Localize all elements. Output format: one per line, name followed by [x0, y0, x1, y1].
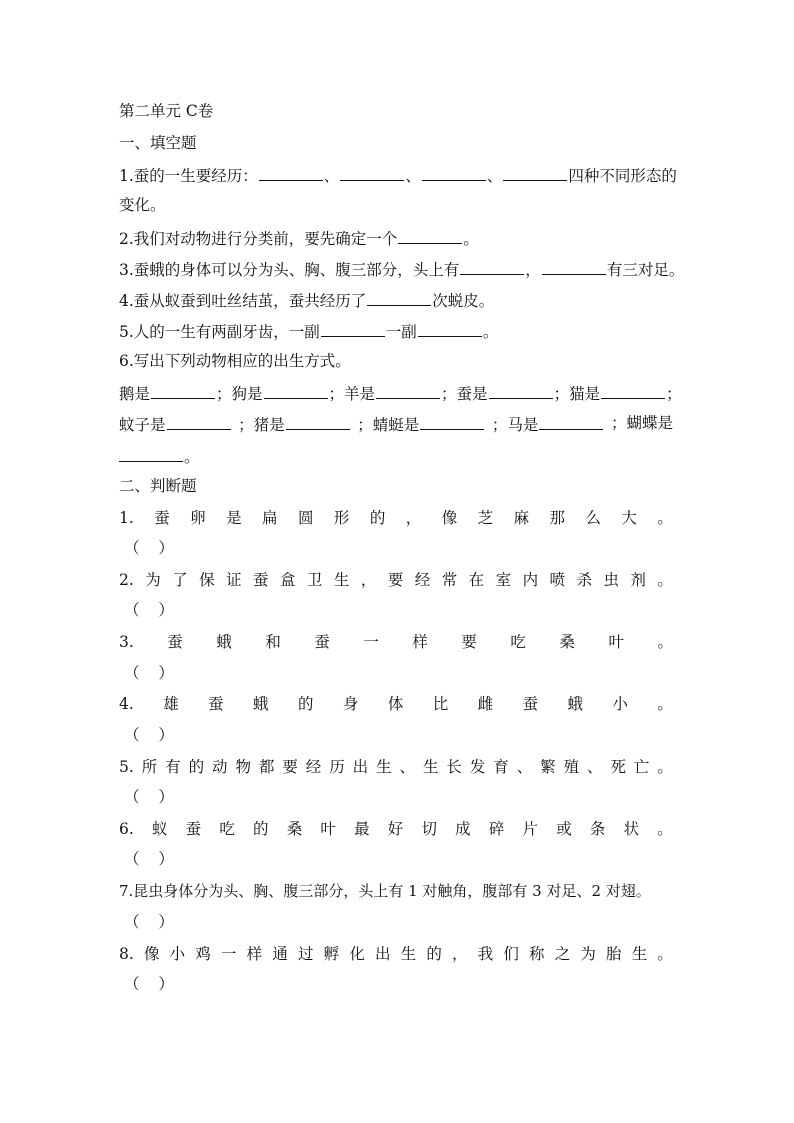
- question-text-glyph: 死: [610, 758, 626, 776]
- question-text-glyph: 为: [145, 571, 161, 589]
- answer-parentheses[interactable]: （ ）: [124, 850, 174, 868]
- question-text-glyph: 生: [333, 571, 350, 589]
- question-text-glyph: 卵: [190, 509, 206, 527]
- question-text-glyph: 要: [387, 571, 404, 589]
- answer-parentheses[interactable]: （ ）: [124, 913, 174, 931]
- answer-blank[interactable]: [420, 413, 484, 430]
- question-text-glyph: 了: [172, 571, 188, 589]
- question-text-glyph: 蚕: [314, 633, 330, 651]
- question-text-glyph: 发: [469, 758, 486, 776]
- question-text-glyph: 内: [522, 571, 539, 589]
- question-text-glyph: [492, 413, 605, 435]
- question-text: 。: [463, 230, 479, 248]
- question-text-glyph: 。: [657, 945, 673, 963]
- answer-blank[interactable]: [286, 413, 350, 430]
- question-text: ；猫是: [553, 385, 601, 403]
- question-text-glyph: 的: [297, 695, 314, 713]
- answer-blank[interactable]: [503, 164, 567, 181]
- question-text-glyph: 片: [522, 820, 539, 838]
- question-text-glyph: [238, 413, 351, 435]
- question-text-glyph: 剂: [630, 571, 646, 589]
- question-text-glyph: 雄: [163, 695, 179, 713]
- question-text-glyph: 蛾: [216, 633, 232, 651]
- question-text-glyph: 吃: [219, 820, 235, 838]
- answer-blank[interactable]: [167, 413, 231, 430]
- question-text-glyph: 生: [631, 945, 648, 963]
- question-text-glyph: 称: [529, 945, 545, 963]
- question-text-glyph: 切: [421, 820, 437, 838]
- question-text-glyph: [329, 382, 442, 404]
- question-text-glyph: 是: [226, 509, 242, 527]
- unit-title: 第二单元 C卷: [119, 102, 214, 120]
- question-text-glyph: 蛾: [253, 695, 269, 713]
- question-text-glyph: 都: [258, 758, 275, 776]
- question-text-glyph: 喷: [549, 571, 566, 589]
- section-fill-blank-heading: 一、填空题: [119, 134, 197, 152]
- question-text-glyph: 、: [587, 758, 603, 776]
- answer-parentheses[interactable]: （ ）: [124, 975, 174, 993]
- question-text-glyph: 长: [446, 758, 462, 776]
- question-text-glyph: 5.: [119, 758, 134, 776]
- question-text-glyph: 蛾: [567, 695, 584, 713]
- question-text-glyph: 圆: [297, 509, 314, 527]
- question-text-glyph: 4.: [119, 695, 134, 713]
- question-text-glyph: ；蝴蝶是: [610, 414, 673, 432]
- question-text-glyph: 过: [297, 945, 314, 963]
- question-text-glyph: 身: [342, 695, 359, 713]
- question-text-glyph: 要: [461, 633, 477, 651]
- question-text-glyph: 为: [580, 945, 596, 963]
- judgment-question-1: [119, 508, 673, 528]
- question-text-glyph: 保: [199, 571, 215, 589]
- question-text-glyph: ，: [360, 571, 377, 589]
- question-text: 次蜕皮。: [432, 292, 495, 310]
- question-text-glyph: 和: [265, 633, 281, 651]
- judgment-question-7: 7.昆虫身体分为头、胸、腹三部分，头上有 1 对触角，腹部有 3 对足、2 对翅。: [119, 882, 651, 900]
- question-text-glyph: 。: [657, 571, 673, 589]
- answer-blank[interactable]: [460, 258, 524, 275]
- question-text-glyph: [441, 382, 554, 404]
- answer-blank[interactable]: [259, 164, 323, 181]
- answer-parentheses[interactable]: （ ）: [124, 664, 174, 682]
- question-text: ；羊是: [328, 385, 376, 403]
- question-text-glyph: 扁: [262, 509, 278, 527]
- judgment-question-6: [119, 819, 673, 839]
- question-text: 、: [486, 167, 503, 185]
- question-text-glyph: 胎: [606, 945, 622, 963]
- question-text-glyph: 蚕: [154, 509, 170, 527]
- question-text-glyph: 一: [363, 633, 379, 651]
- question-text: 蚊子是: [119, 416, 166, 434]
- question-text: 四种不同形态的: [568, 167, 677, 185]
- question-text-glyph: 证: [226, 571, 242, 589]
- answer-blank[interactable]: [601, 382, 665, 399]
- judgment-question-8: [119, 944, 673, 964]
- judgment-question-5: [119, 757, 673, 777]
- question-text-glyph: 动: [212, 758, 228, 776]
- question-text-glyph: 虫: [603, 571, 619, 589]
- question-text-glyph: 孵: [323, 945, 340, 963]
- question-text-glyph: 。: [657, 820, 673, 838]
- answer-blank[interactable]: [539, 413, 603, 430]
- judgment-question-3: [119, 632, 673, 652]
- fill-question-2: [119, 227, 479, 249]
- question-text-glyph: 桑: [559, 633, 575, 651]
- question-text-glyph: 蚁: [151, 820, 168, 838]
- question-text-glyph: 。: [657, 758, 673, 776]
- question-text-glyph: 小: [169, 945, 186, 963]
- question-text: ，: [525, 261, 541, 279]
- question-text-glyph: 么: [585, 509, 601, 527]
- answer-blank[interactable]: [542, 258, 606, 275]
- question-text: ；: [666, 385, 682, 403]
- fill-question-1-continued: 变化。: [119, 196, 166, 214]
- fill-question-6: 6.写出下列动物相应的出生方式。: [119, 352, 351, 370]
- question-text: 、: [323, 167, 340, 185]
- question-text-glyph: 。: [657, 633, 673, 651]
- fill-question-5: [119, 320, 498, 342]
- question-text-glyph: 大: [621, 509, 637, 527]
- birth-method-row-2: [119, 413, 673, 435]
- answer-blank[interactable]: [151, 382, 215, 399]
- question-text-glyph: 最: [354, 820, 370, 838]
- question-text: 一副: [385, 323, 417, 341]
- question-text-glyph: 历: [329, 758, 345, 776]
- question-text-glyph: 那: [549, 509, 566, 527]
- question-text-glyph: 化: [349, 945, 365, 963]
- question-text: 3.蚕蛾的身体可以分为头、胸、腹三部分，头上有: [119, 261, 460, 279]
- question-text-glyph: 的: [426, 945, 442, 963]
- answer-parentheses[interactable]: （ ）: [124, 601, 174, 619]
- question-text-glyph: 好: [387, 820, 404, 838]
- question-text-glyph: 亡: [633, 758, 650, 776]
- question-text-glyph: 吃: [510, 633, 526, 651]
- question-text-glyph: 叶: [608, 633, 624, 651]
- question-text-glyph: 雌: [477, 695, 494, 713]
- question-text-glyph: 蚕: [253, 571, 269, 589]
- question-text-glyph: ，: [452, 945, 468, 963]
- judgment-question-2: [119, 570, 673, 590]
- question-text-glyph: 形: [333, 509, 350, 527]
- question-text-glyph: 生: [422, 758, 439, 776]
- fill-question-4: [119, 289, 494, 311]
- answer-blank[interactable]: [398, 227, 462, 244]
- question-text-glyph: 鸡: [195, 945, 211, 963]
- answer-blank[interactable]: [264, 382, 328, 399]
- question-text-glyph: 桑: [286, 820, 303, 838]
- question-text-glyph: 像: [441, 509, 458, 527]
- question-text: 。: [184, 448, 200, 466]
- question-text-glyph: 条: [589, 820, 606, 838]
- question-text: ；蚕是: [441, 385, 488, 403]
- question-text-glyph: [357, 413, 485, 435]
- question-text-glyph: 、: [516, 758, 533, 776]
- question-text: ；蜻蜓是: [357, 416, 420, 434]
- question-text: 。: [482, 323, 499, 341]
- answer-blank[interactable]: [418, 320, 482, 337]
- question-text: 鹅是: [119, 385, 151, 403]
- birth-method-row-3: [119, 445, 200, 467]
- question-text-glyph: 蚕: [185, 820, 202, 838]
- question-text-glyph: 样: [412, 633, 428, 651]
- question-text-glyph: 经: [305, 758, 322, 776]
- question-text-glyph: 6.: [119, 820, 134, 838]
- question-text-glyph: 成: [455, 820, 471, 838]
- question-text-glyph: 像: [143, 945, 160, 963]
- question-text-glyph: 经: [414, 571, 431, 589]
- question-text-glyph: 的: [188, 758, 205, 776]
- question-text-glyph: 出: [352, 758, 369, 776]
- question-text: 、: [405, 167, 421, 185]
- question-text-glyph: 蚕: [522, 695, 539, 713]
- question-text-glyph: 繁: [540, 758, 556, 776]
- question-text-glyph: 我: [477, 945, 494, 963]
- question-text-glyph: 要: [282, 758, 298, 776]
- question-text-glyph: [216, 382, 329, 404]
- question-text-glyph: 物: [235, 758, 251, 776]
- question-text-glyph: 2.: [119, 571, 134, 589]
- question-text-glyph: 卫: [306, 571, 323, 589]
- question-text: 4.蚕从蚁蚕到吐丝结茧，蚕共经历了: [119, 292, 367, 310]
- answer-parentheses[interactable]: （ ）: [124, 726, 174, 744]
- question-text: 2.我们对动物进行分类前，要先确定一个: [119, 230, 398, 248]
- question-text-glyph: [119, 382, 216, 404]
- question-text-glyph: 的: [369, 509, 386, 527]
- question-text-glyph: 体: [387, 695, 404, 713]
- answer-blank[interactable]: [422, 164, 486, 181]
- answer-blank[interactable]: [119, 445, 183, 462]
- section-judgment-heading: 二、判断题: [119, 477, 197, 495]
- answer-parentheses[interactable]: （ ）: [124, 788, 174, 806]
- question-text-glyph: 常: [441, 571, 458, 589]
- question-text-glyph: 室: [495, 571, 512, 589]
- fill-question-3: [119, 258, 684, 280]
- question-text-glyph: 、: [399, 758, 416, 776]
- question-text: 有三对足。: [606, 261, 685, 279]
- question-text-glyph: 8.: [119, 945, 134, 963]
- question-text-glyph: 或: [556, 820, 572, 838]
- question-text-glyph: 比: [432, 695, 449, 713]
- question-text: ；猪是: [238, 416, 285, 434]
- question-text: ；马是: [491, 416, 539, 434]
- question-text: ；狗是: [216, 385, 263, 403]
- question-text-glyph: 盒: [280, 571, 296, 589]
- answer-blank[interactable]: [489, 382, 553, 399]
- question-text-glyph: 们: [503, 945, 519, 963]
- answer-blank[interactable]: [340, 164, 404, 181]
- question-text-glyph: 出: [375, 945, 391, 963]
- question-text-glyph: 有: [165, 758, 181, 776]
- answer-blank[interactable]: [321, 320, 385, 337]
- question-text-glyph: 育: [493, 758, 509, 776]
- question-text-glyph: [119, 413, 232, 435]
- question-text-glyph: 叶: [320, 820, 336, 838]
- birth-method-row-1: [119, 382, 682, 404]
- question-text-glyph: 。: [657, 695, 673, 713]
- question-text: 1.蚕的一生要经历：: [119, 167, 258, 185]
- question-text-glyph: 麻: [513, 509, 530, 527]
- question-text-glyph: 通: [272, 945, 288, 963]
- question-text-glyph: 小: [612, 695, 628, 713]
- judgment-question-4: [119, 694, 673, 714]
- question-text-glyph: 之: [554, 945, 571, 963]
- answer-blank[interactable]: [376, 382, 440, 399]
- question-text-glyph: 碎: [488, 820, 505, 838]
- answer-blank[interactable]: [367, 289, 431, 306]
- question-text-glyph: 蚕: [167, 633, 183, 651]
- question-text-glyph: 1.: [119, 509, 134, 527]
- question-text-glyph: 芝: [477, 509, 494, 527]
- fill-question-1: [119, 164, 677, 186]
- question-text-glyph: 在: [468, 571, 485, 589]
- question-text-glyph: 杀: [576, 571, 592, 589]
- question-text-glyph: 殖: [563, 758, 580, 776]
- question-text-glyph: 的: [253, 820, 269, 838]
- question-text-glyph: 3.: [119, 633, 134, 651]
- question-text-glyph: 生: [376, 758, 392, 776]
- question-text-glyph: ，: [405, 509, 422, 527]
- question-text: 5.人的一生有两副牙齿，一副: [119, 323, 320, 341]
- answer-parentheses[interactable]: （ ）: [124, 539, 174, 557]
- question-text-glyph: 状: [623, 820, 640, 838]
- question-text-glyph: [554, 382, 682, 404]
- question-text-glyph: 所: [141, 758, 158, 776]
- question-text-glyph: 生: [400, 945, 417, 963]
- question-text-glyph: 一: [220, 945, 237, 963]
- question-text-glyph: 。: [657, 509, 673, 527]
- question-text-glyph: 样: [246, 945, 263, 963]
- question-text-glyph: 蚕: [208, 695, 224, 713]
